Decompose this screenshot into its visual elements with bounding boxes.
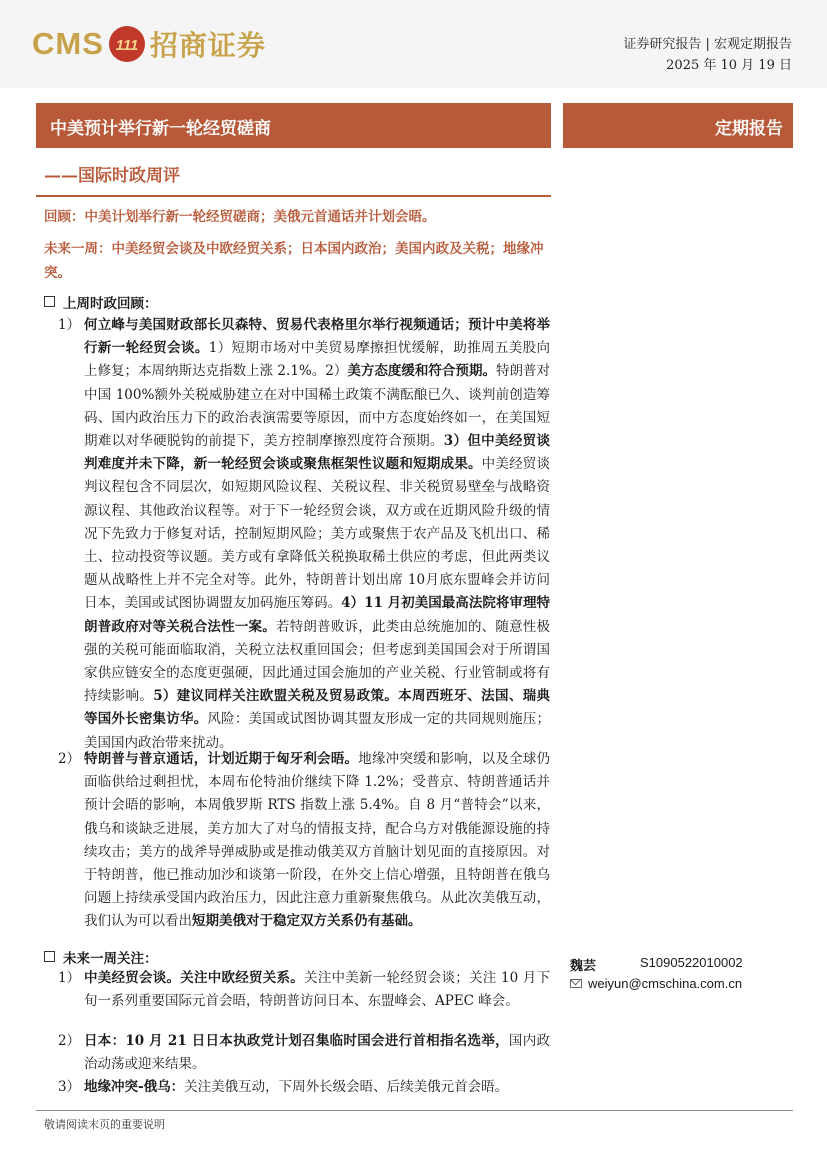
section-heading-next-week — [44, 947, 158, 967]
item-text: 地缘冲突缓和影响，以及全球仍面临供给过剩担忧，本周布伦特油价继续下降 1.2%；受普京、特朗普通话并预计会晤的影响，本周俄罗斯 RTS 指数上涨 5.4%。自 8 月“普特会”以来，俄乌和谈缺乏进展，美方加大了对乌的情报支持，配合乌方对俄能源设施的持续攻击；美方的战斧导弹威胁或是推动俄美双方首脑计划见面的直接原因。对于特朗普，他已推动加沙和谈第一阶段，在外交上信心增强，且特朗普在俄乌问题上持续承受国内政治压力，因此注意力重新聚焦俄乌。从此次美俄互动，我们认为可以看出 — [84, 751, 551, 930]
side-label-bar — [563, 103, 793, 148]
logo-badge-mark — [113, 34, 141, 54]
item-number: 3） — [58, 1079, 81, 1095]
item-bold: 4）11 月初美国最高法院将审理特朗普政府对等关税合法性一案。 — [84, 595, 550, 635]
section-heading-text: 上周时政回顾： — [63, 296, 158, 312]
item-text: 1）短期市场对中美贸易摩擦担忧缓解，助推周五美股向上修复；本周纳斯达克指数上涨 2.1%。2） — [84, 340, 550, 380]
checkbox-bullet-icon — [44, 951, 55, 962]
item-body — [84, 1030, 550, 1076]
envelope-icon — [570, 979, 582, 988]
author-email[interactable]: weiyun@cmschina.com.cn — [588, 976, 743, 991]
item-text: 风险：美国或试图协调其盟友形成一定的共同规则施压；美国国内政治带来扰动。 — [84, 711, 551, 751]
report-title: 中美预计举行新一轮经贸磋商 — [50, 119, 271, 139]
author-cert-number: S1090522010002 — [640, 955, 743, 970]
item-text: 若特朗普败诉，此类由总统施加的、随意性极强的关税可能面临取消，关税立法权重回国会；但考虑到美国国会对于所谓国家供应链安全的态度更强硬，因此通过国会施加的产业关税、行业管制或将有持续影响。 — [84, 618, 551, 705]
item-bold: 日本：10 月 21 日日本执政党计划召集临时国会进行首相指名选举， — [84, 1033, 509, 1049]
list-item — [58, 967, 550, 1013]
logo-cms-text: CMS — [32, 26, 104, 61]
title-bar — [36, 103, 551, 148]
review-summary: 回顾：中美计划举行新一轮经贸磋商；美俄元首通话并计划会晤。 — [44, 209, 436, 225]
author-block — [570, 955, 795, 991]
section-heading-last-week — [44, 292, 158, 312]
item-body — [84, 314, 550, 755]
logo-badge-icon — [109, 26, 145, 62]
footer-note: 敬请阅读末页的重要说明 — [44, 1118, 165, 1131]
report-type: 证券研究报告 | 宏观定期报告 — [623, 37, 792, 52]
section-heading-text: 未来一周关注： — [63, 951, 158, 967]
footer-divider — [36, 1110, 793, 1111]
item-number: 2） — [58, 1033, 81, 1049]
logo-badge-text: 111 — [115, 37, 139, 54]
item-body — [84, 967, 550, 1013]
list-item — [58, 748, 550, 934]
report-date: 2025 年 10 月 19 日 — [666, 58, 792, 73]
item-text: 中美经贸谈判议程包含不同层次，如短期风险议程、关税议程、非关税贸易壁垒与战略资源议程、其他政治议程等。对于下一轮经贸会谈，双方或在近期风险升级的情况下先致力于修复对话，控制短期风险；美方或聚焦于农产品及飞机出口、稀土、拉动投资等议题。美方或有拿降低关税换取稀土供应的考虑，但此两类议题从战略性上并不完全对等。此外，特朗普计划出席 10月底东盟峰会并访问日本，美国或试图协调盟友加码施压筹码。 — [84, 456, 551, 612]
item-bold: 短期美俄对于稳定双方关系仍有基础。 — [192, 913, 422, 930]
item-number: 1） — [58, 317, 81, 333]
next-week-summary: 未来一周：中美经贸会谈及中欧经贸关系；日本国内政治；美国内政及关税；地缘冲突。 — [44, 241, 544, 281]
item-bold: 5）建议同样关注欧盟关税及贸易政策。本周西班牙、法国、瑞典等国外长密集访华。 — [84, 688, 550, 728]
author-email-row — [570, 976, 742, 991]
author-name: 魏芸 — [570, 959, 597, 974]
item-text: 特朗普对中国 100%额外关税威胁建立在对中国稀土政策不满酝酿已久、谈判前创造筹码、国内政治压力下的政治表演需要等原因，而中方态度始终如一，在美国短期难以对华硬脱钩的前提下，美方控制摩擦烈度符合预期。 — [84, 363, 550, 450]
item-bold: 何立峰与美国财政部长贝森特、贸易代表格里尔举行视频通话；预计中美将举行新一轮经贸会谈。 — [84, 317, 550, 357]
item-bold: 美方态度缓和符合预期。 — [347, 363, 496, 380]
list-item — [58, 1076, 550, 1099]
item-bold: 特朗普与普京通话，计划近期于匈牙利会晤。 — [84, 751, 359, 767]
item-bold: 地缘冲突-俄乌： — [84, 1079, 185, 1095]
item-bold: 中美经贸会谈。关注中欧经贸关系。 — [84, 970, 304, 986]
item-bold: 3）但中美经贸谈判难度并未下降，新一轮经贸会谈或聚焦框架性议题和短期成果。 — [84, 433, 550, 473]
item-text: 关注中美新一轮经贸会谈；关注 10 月下旬一系列重要国际元首会晤，特朗普访问日本、东盟峰会、APEC 峰会。 — [84, 970, 551, 1010]
company-logo — [32, 22, 266, 66]
report-subtitle: ——国际时政周评 — [44, 166, 180, 186]
side-label: 定期报告 — [715, 119, 783, 139]
logo-chinese-name: 招商证券 — [149, 29, 266, 62]
checkbox-bullet-icon — [44, 296, 55, 307]
list-item — [58, 314, 550, 755]
title-divider — [36, 195, 551, 197]
item-text: 国内政治动荡或迎来结果。 — [84, 1033, 550, 1073]
item-text: 关注美俄互动，下周外长级会晤、后续美俄元首会晤。 — [184, 1079, 509, 1095]
item-body — [84, 1076, 550, 1099]
item-body — [84, 748, 550, 934]
item-number: 1） — [58, 970, 81, 986]
item-number: 2） — [58, 751, 81, 767]
list-item — [58, 1030, 550, 1076]
